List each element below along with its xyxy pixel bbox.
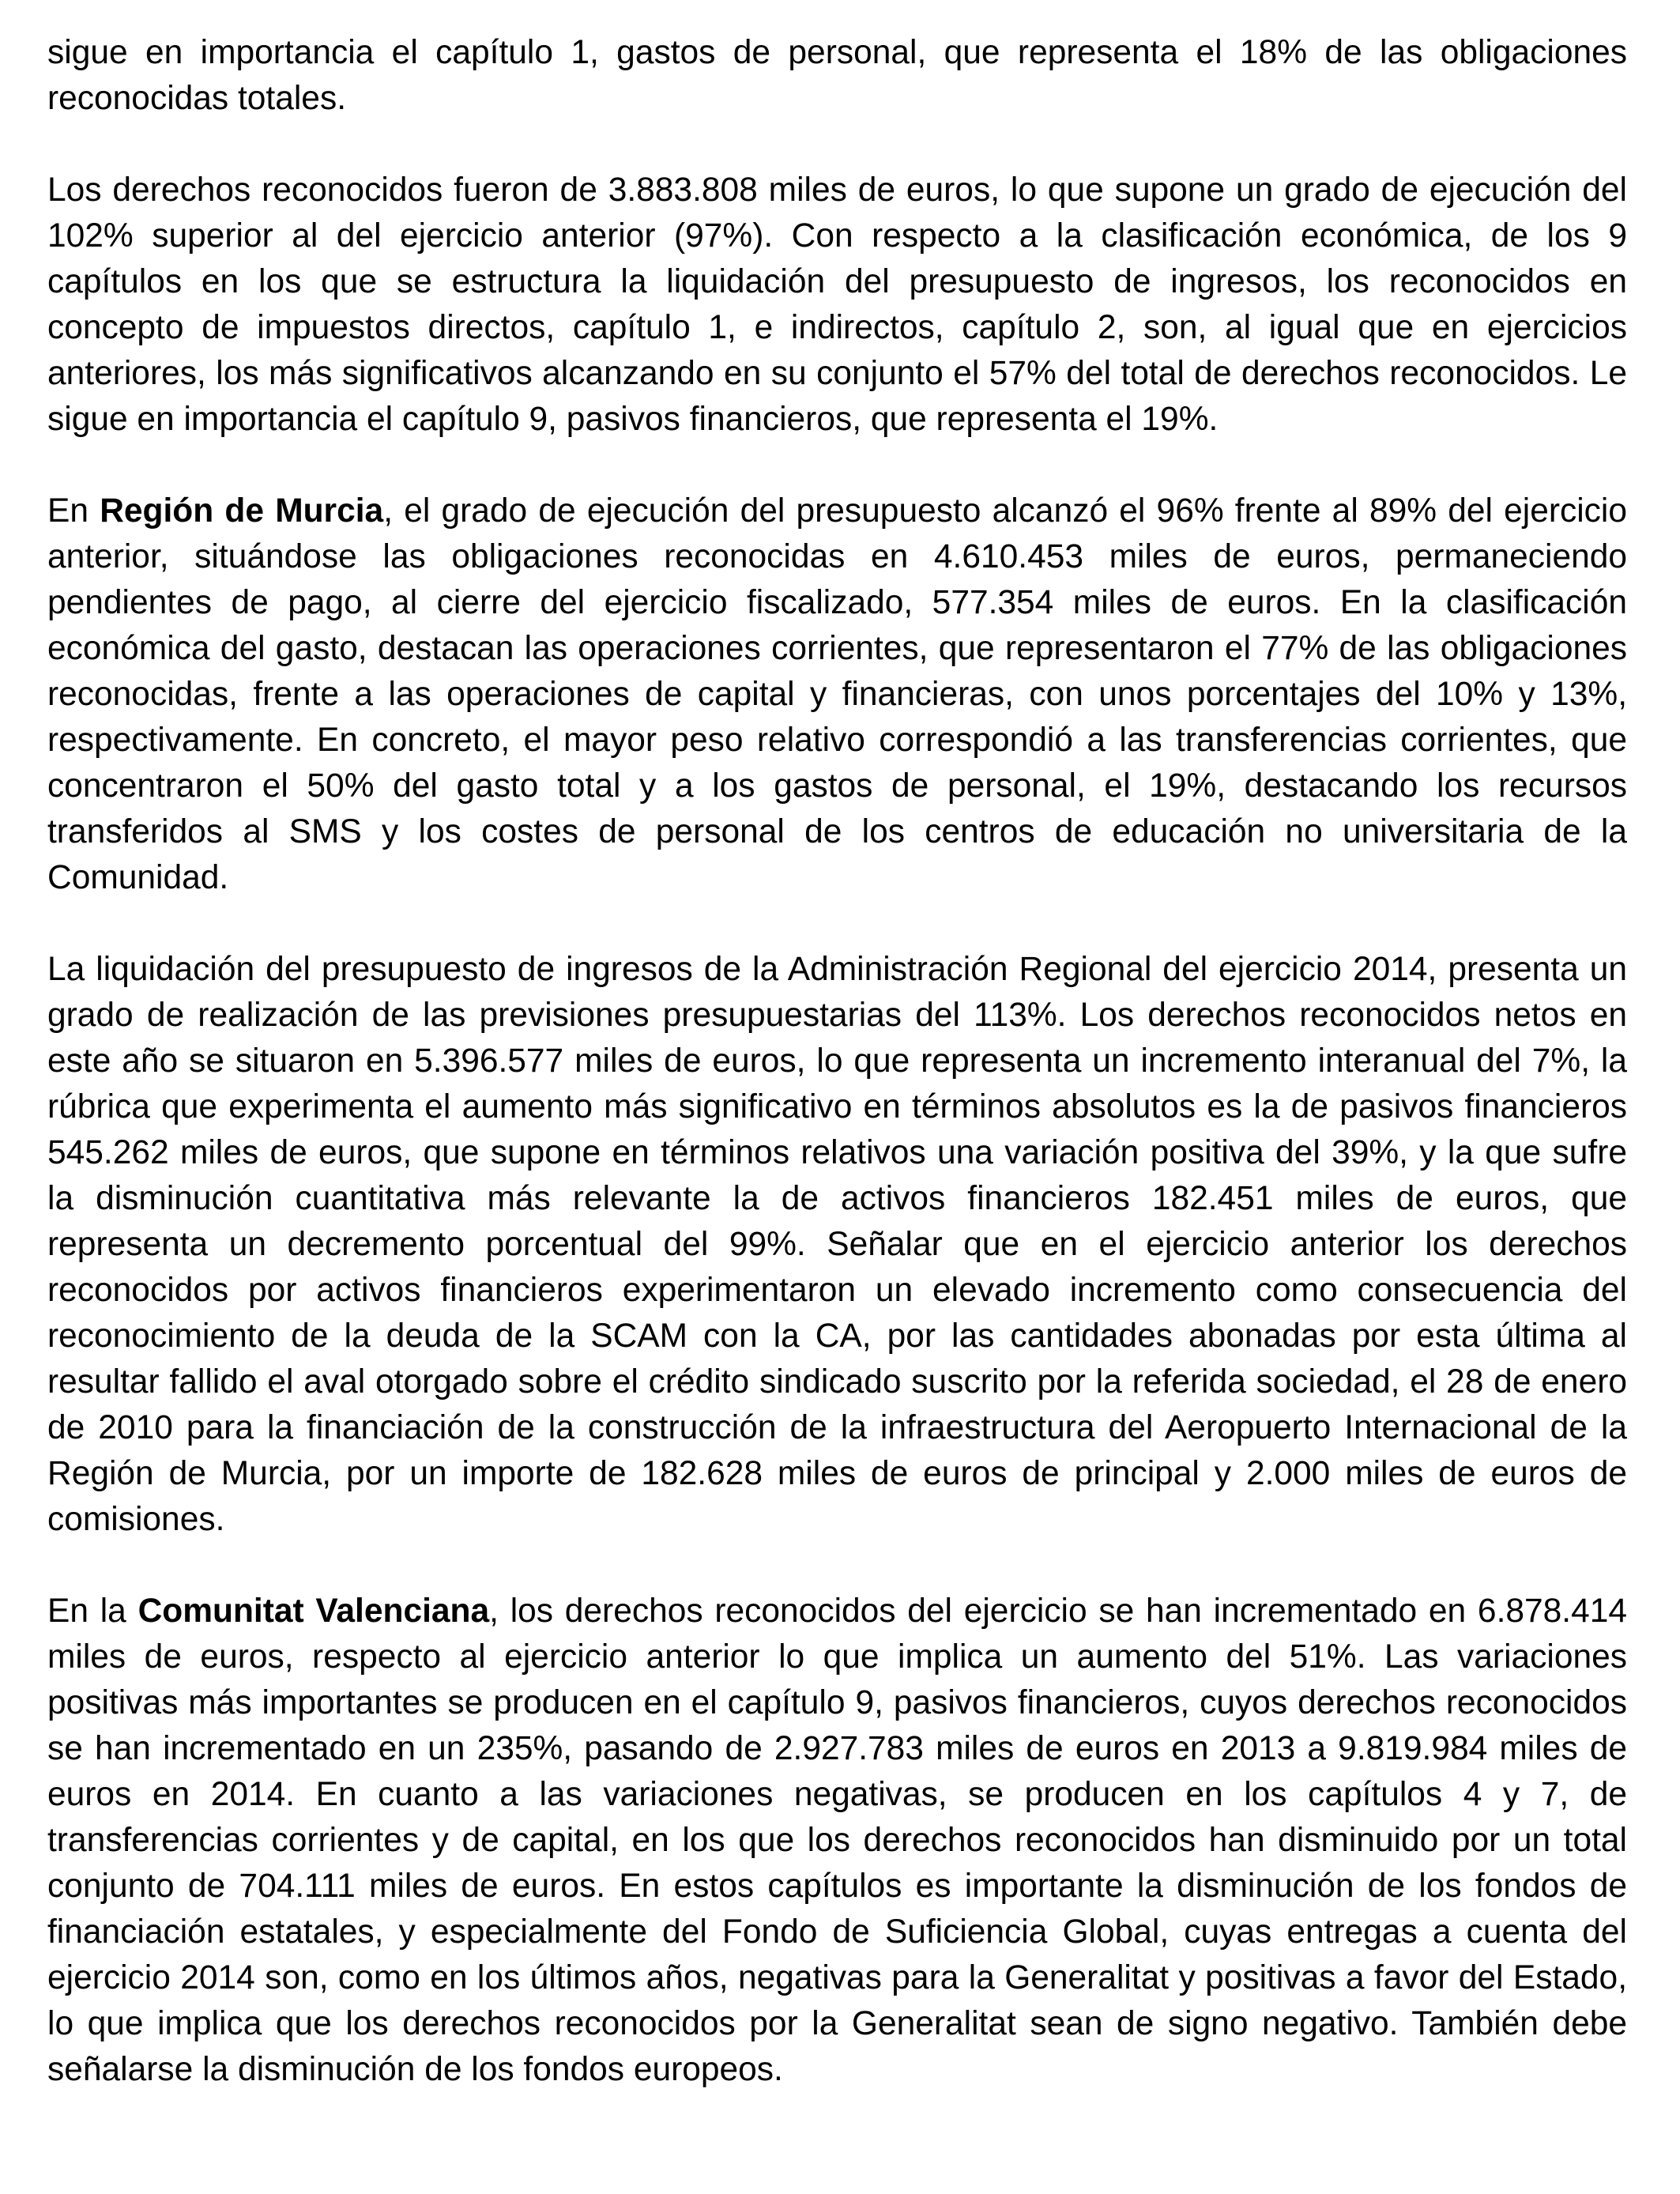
paragraph-comunitat-valenciana <box>47 1589 1627 2093</box>
region-name: Comunitat Valenciana <box>137 1593 490 1630</box>
paragraph-lead: En <box>47 492 100 530</box>
paragraph-derechos-reconocidos <box>47 168 1627 443</box>
paragraph-text: , los derechos reconocidos del ejercicio se han incrementado en 6.878.414 miles de euros, respecto al ejercicio anterior lo que implica un aumento del 51%. Las variaciones positivas más importantes se producen en el capítulo 9, pasivos financieros, cuyos derechos reconocidos se han incrementado en un 235%, pasando de 2.927.783 miles de euros en 2013 a 9.819.984 miles de euros en 2014. En cuanto a las variaciones negativas, se producen en los capítulos 4 y 7, de transferencias corrientes y de capital, en los que los derechos reconocidos han disminuido por un total conjunto de 704.111 miles de euros. En estos capítulos es importante la disminución de los fondos de financiación estatales, y especialmente del Fondo de Suficiencia Global, cuyas entregas a cuenta del ejercicio 2014 son, como en los últimos años, negativas para la Generalitat y positivas a favor del Estado, lo que implica que los derechos reconocidos por la Generalitat sean de signo negativo. También debe señalarse la disminución de los fondos europeos. <box>47 1593 1627 2088</box>
paragraph-liquidacion-ingresos <box>47 947 1627 1543</box>
paragraph-gastos-personal <box>47 30 1627 122</box>
document-page <box>47 30 1627 2093</box>
paragraph-lead: En la <box>47 1593 138 1630</box>
paragraph-text: Los derechos reconocidos fueron de 3.883.808 miles de euros, lo que supone un grado de ejecución del 102% superior al del ejercicio anterior (97%). Con respecto a la clasificación económica, de los 9 capítulos en los que se estructura la liquidación del presupuesto de ingresos, los reconocidos en concepto de impuestos directos, capítulo 1, e indirectos, capítulo 2, son, al igual que en ejercicios anteriores, los más significativos alcanzando en su conjunto el 57% del total de derechos reconocidos. Le sigue en importancia el capítulo 9, pasivos financieros, que representa el 19%. <box>47 172 1627 438</box>
region-name: Región de Murcia <box>100 492 384 530</box>
paragraph-region-murcia <box>47 488 1627 901</box>
paragraph-text: La liquidación del presupuesto de ingresos de la Administración Regional del ejercicio 2014, presenta un grado de realización de las previsiones presupuestarias del 113%. Los derechos reconocidos netos en este año se situaron en 5.396.577 miles de euros, lo que representa un incremento interanual del 7%, la rúbrica que experimenta el aumento más significativo en términos absolutos es la de pasivos financieros 545.262 miles de euros, que supone en términos relativos una variación positiva del 39%, y la que sufre la disminución cuantitativa más relevante la de activos financieros 182.451 miles de euros, que representa un decremento porcentual del 99%. Señalar que en el ejercicio anterior los derechos reconocidos por activos financieros experimentaron un elevado incremento como consecuencia del reconocimiento de la deuda de la SCAM con la CA, por las cantidades abonadas por esta última al resultar fallido el aval otorgado sobre el crédito sindicado suscrito por la referida sociedad, el 28 de enero de 2010 para la financiación de la construcción de la infraestructura del Aeropuerto Internacional de la Región de Murcia, por un importe de 182.628 miles de euros de principal y 2.000 miles de euros de comisiones. <box>47 951 1627 1538</box>
paragraph-text: , el grado de ejecución del presupuesto alcanzó el 96% frente al 89% del ejercicio anterior, situándose las obligaciones reconocidas en 4.610.453 miles de euros, permaneciendo pendientes de pago, al cierre del ejercicio fiscalizado, 577.354 miles de euros. En la clasificación económica del gasto, destacan las operaciones corrientes, que representaron el 77% de las obligaciones reconocidas, frente a las operaciones de capital y financieras, con unos porcentajes del 10% y 13%, respectivamente. En concreto, el mayor peso relativo correspondió a las transferencias corrientes, que concentraron el 50% del gasto total y a los gastos de personal, el 19%, destacando los recursos transferidos al SMS y los costes de personal de los centros de educación no universitaria de la Comunidad. <box>47 492 1628 896</box>
paragraph-text: sigue en importancia el capítulo 1, gastos de personal, que representa el 18% de las obligaciones reconocidas totales. <box>47 34 1627 117</box>
